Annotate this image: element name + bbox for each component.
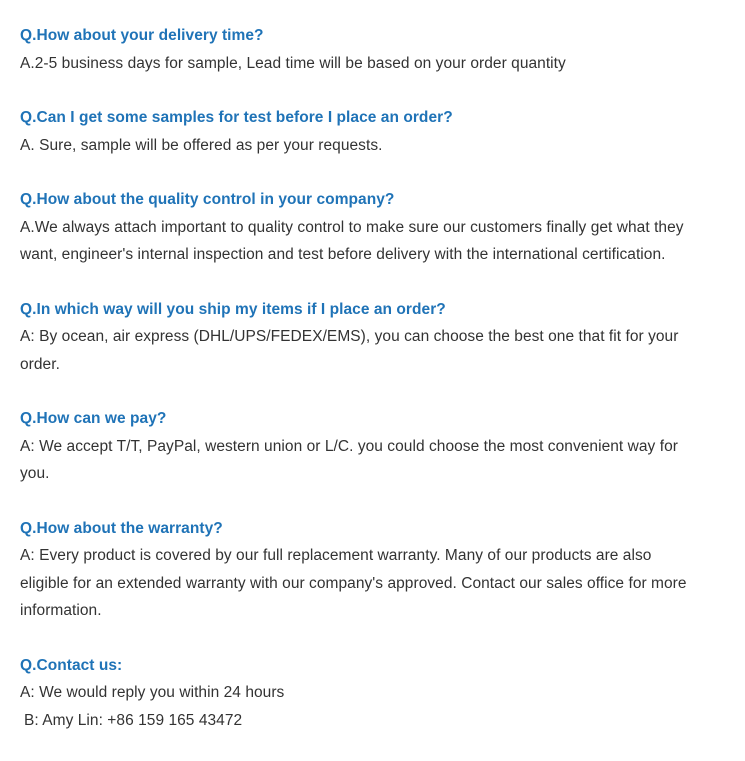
- faq-item-samples: [20, 104, 725, 159]
- answer-line: information.: [20, 602, 102, 619]
- faq-answer: [20, 323, 725, 378]
- faq-answer: [20, 132, 725, 160]
- faq-answer: [20, 433, 725, 488]
- faq-item-contact: [20, 652, 725, 735]
- faq-item-delivery-time: [20, 22, 725, 77]
- faq-question: Q.How about the quality control in your company?: [20, 191, 395, 208]
- faq-question: Q.How can we pay?: [20, 410, 167, 427]
- faq-item-warranty: [20, 515, 725, 625]
- answer-line: A: We accept T/T, PayPal, western union or L/C. you could choose the most convenient way for: [20, 437, 678, 455]
- answer-line: A.We always attach important to quality control to make sure our customers finally get what they: [20, 218, 684, 236]
- answer-line: A: Every product is covered by our full replacement warranty. Many of our products are also: [20, 547, 652, 564]
- answer-line: A: By ocean, air express (DHL/UPS/FEDEX/EMS), you can choose the best one that fit for your: [20, 328, 679, 345]
- faq-question: Q.Contact us:: [20, 656, 123, 674]
- contact-phone-line: B: Amy Lin: +86 159 165 43472: [24, 711, 243, 729]
- faq-answer: [20, 214, 725, 269]
- faq-question: Q.In which way will you ship my items if I place an order?: [20, 300, 446, 318]
- answer-line: A: We would reply you within 24 hours: [20, 684, 285, 701]
- faq-item-shipping: [20, 296, 725, 379]
- answer-line: A. Sure, sample will be offered as per your requests.: [20, 136, 383, 154]
- faq-answer: [20, 679, 725, 734]
- answer-line: want, engineer's internal inspection and test before delivery with the international certification.: [20, 246, 666, 263]
- faq-section: [20, 22, 725, 761]
- faq-answer: [20, 542, 725, 625]
- answer-line: eligible for an extended warranty with our company's approved. Contact our sales office for more: [20, 574, 687, 592]
- faq-answer: [20, 50, 725, 78]
- faq-item-quality-control: [20, 186, 725, 269]
- faq-question: Q.How about the warranty?: [20, 519, 223, 537]
- answer-line: you.: [20, 465, 50, 482]
- answer-line: order.: [20, 355, 60, 373]
- faq-question: Q.How about your delivery time?: [20, 27, 264, 44]
- faq-item-payment: [20, 405, 725, 488]
- faq-question: Q.Can I get some samples for test before I place an order?: [20, 109, 453, 126]
- answer-line: A.2-5 business days for sample, Lead time will be based on your order quantity: [20, 54, 566, 72]
